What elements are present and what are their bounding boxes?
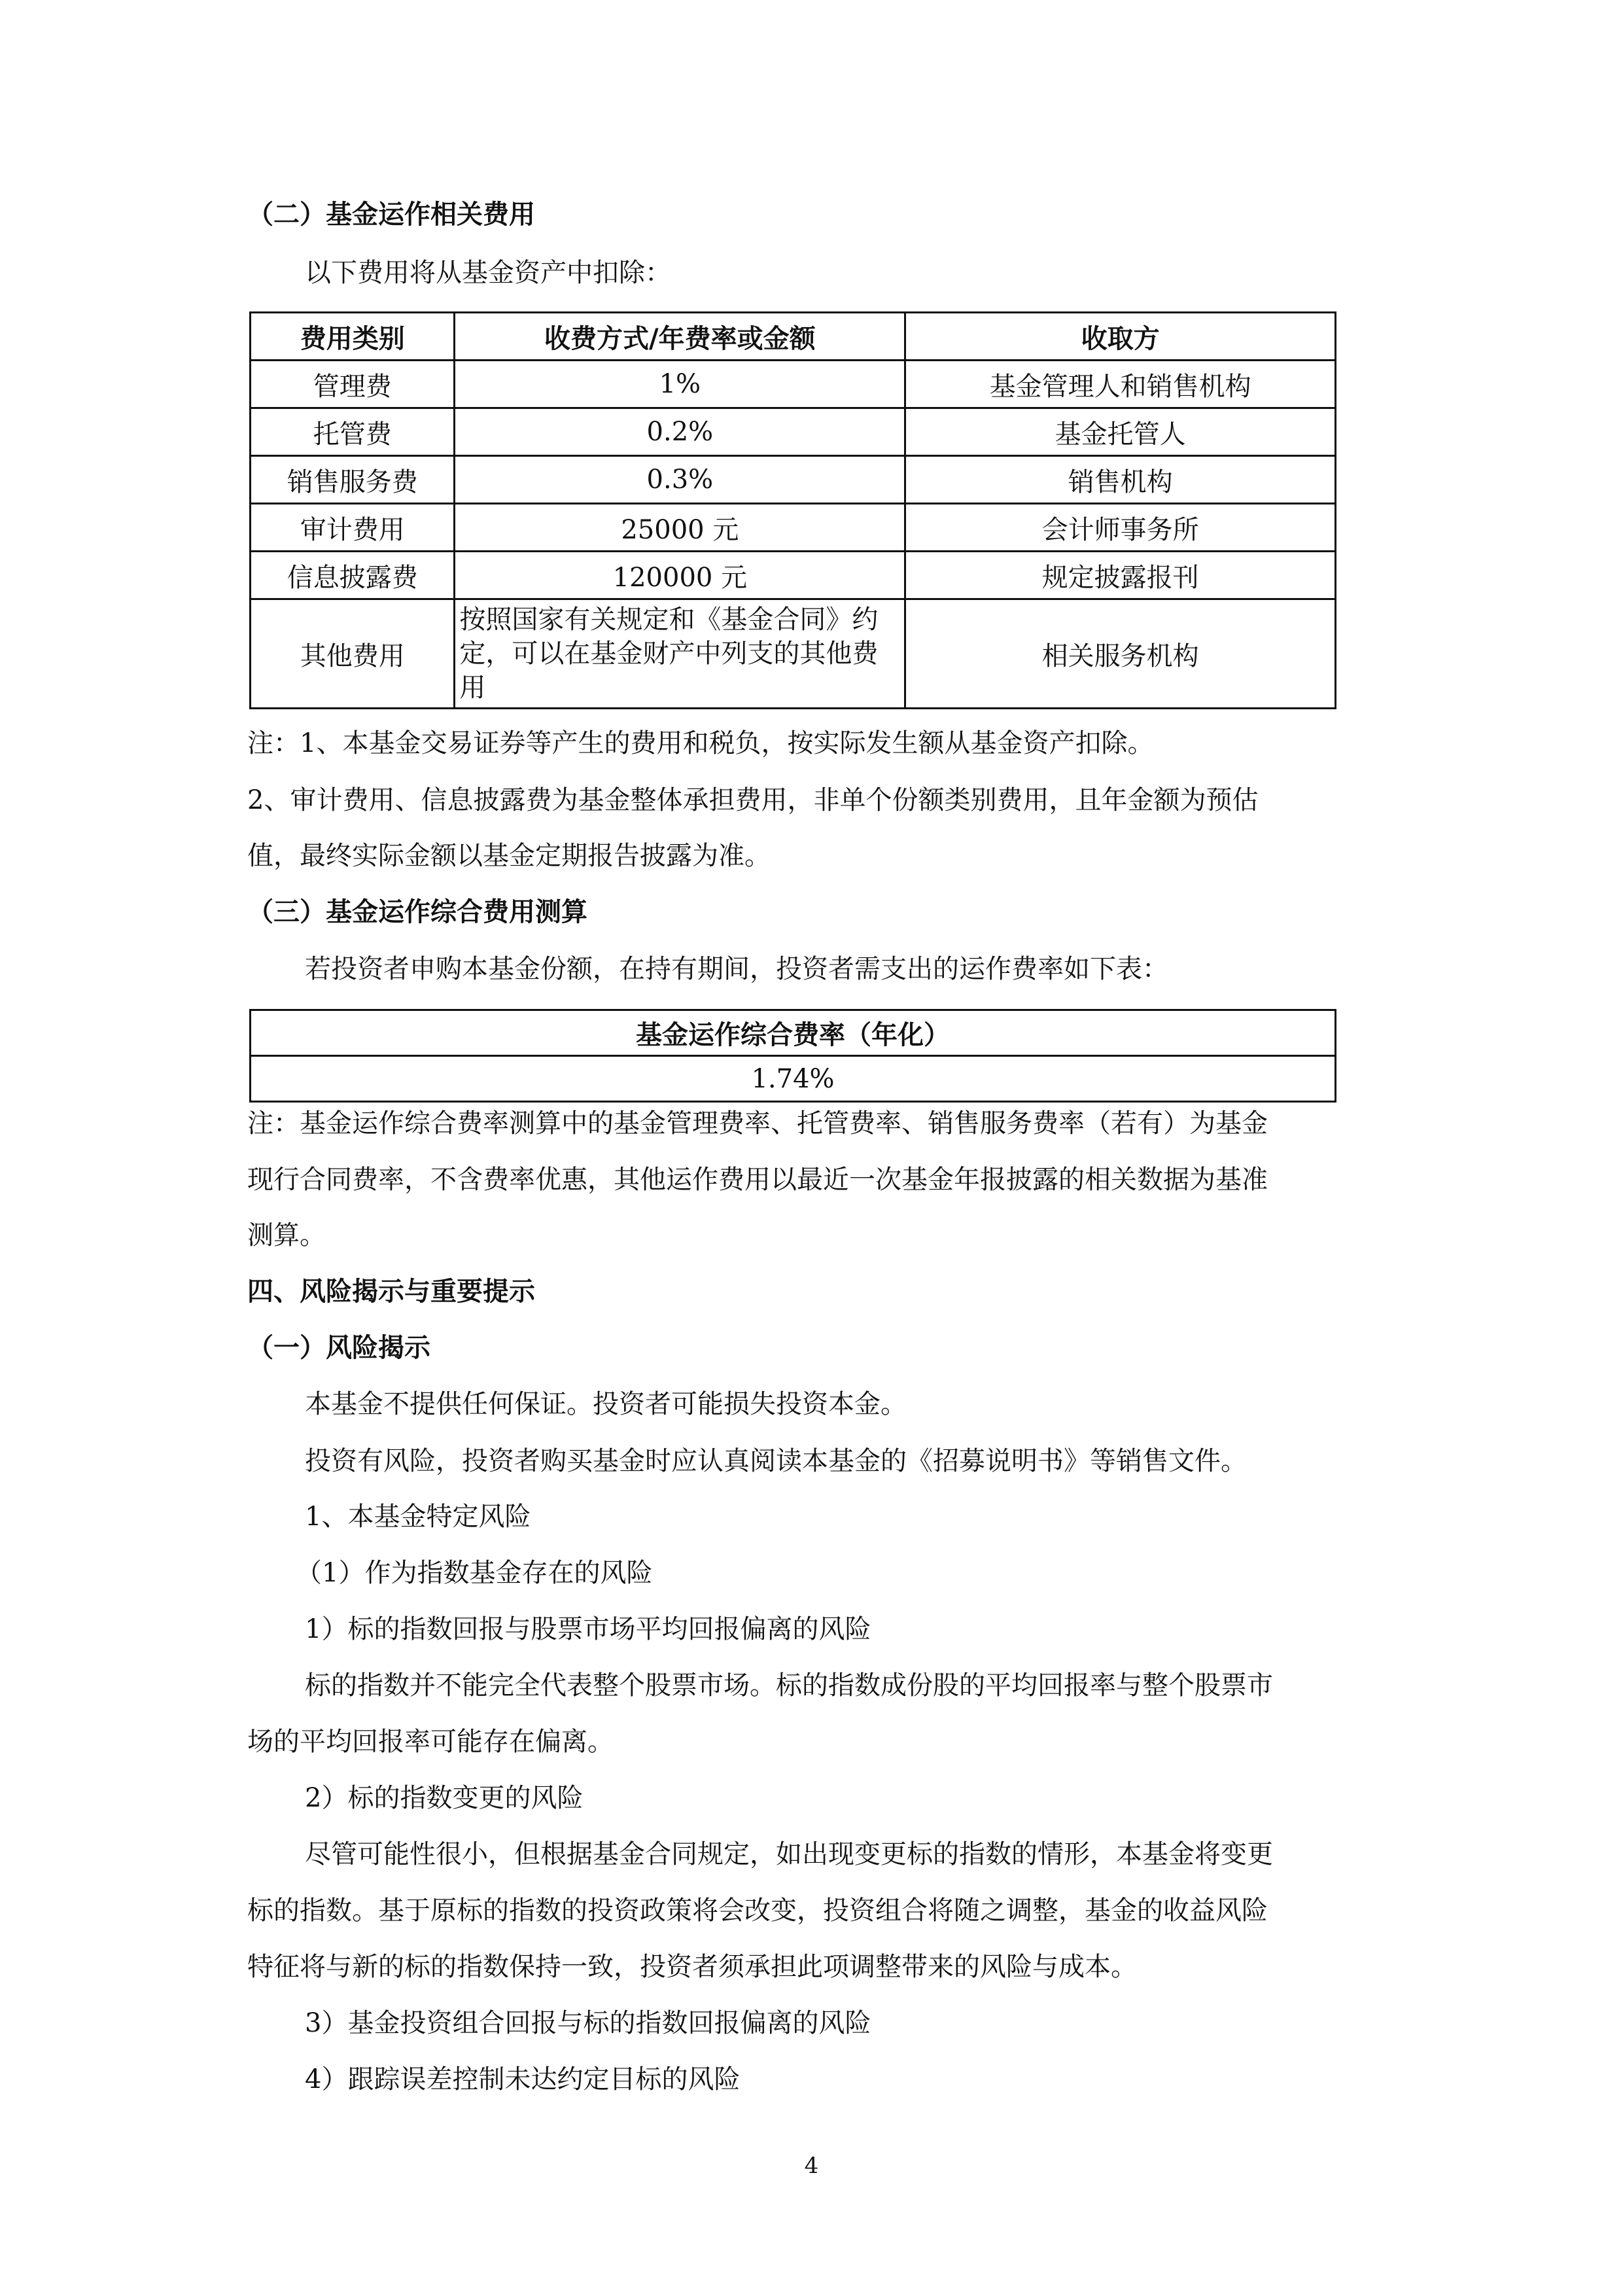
fee-payee-cell: 基金托管人 <box>905 408 1336 456</box>
fee-note-2-line-1: 2、审计费用、信息披露费为基金整体承担费用，非单个份额类别费用，且年金额为预估 <box>247 785 1259 815</box>
table-row <box>251 552 1336 599</box>
section-3-heading: （三）基金运作综合费用测算 <box>247 897 587 927</box>
section-4-heading: 四、风险揭示与重要提示 <box>247 1277 535 1307</box>
fee-note-2-line-2: 值，最终实际金额以基金定期报告披露为准。 <box>247 841 771 871</box>
risk-item-1-1-3: 3）基金投资组合回报与标的指数回报偏离的风险 <box>305 2008 871 2038</box>
fee-method-cell: 0.2% <box>455 408 905 456</box>
fee-note-1: 注：1、本基金交易证券等产生的费用和税负，按实际发生额从基金资产扣除。 <box>247 728 1154 758</box>
fee-method-cell: 按照国家有关规定和《基金合同》约定，可以在基金财产中列支的其他费用 <box>455 599 905 709</box>
risk-paragraph-4-line-2: 标的指数。基于原标的指数的投资政策将会改变，投资组合将随之调整，基金的收益风险 <box>247 1896 1268 1926</box>
rate-value-cell: 1.74% <box>251 1056 1336 1102</box>
fee-method-cell: 25000 元 <box>455 504 905 552</box>
rate-note-line-3: 测算。 <box>247 1220 326 1250</box>
page-number: 4 <box>804 2153 819 2179</box>
section-2-heading: （二）基金运作相关费用 <box>247 200 535 230</box>
table-row <box>251 599 1336 709</box>
fee-table-header-category: 费用类别 <box>251 313 455 361</box>
section-3-intro: 若投资者申购本基金份额，在持有期间，投资者需支出的运作费率如下表： <box>305 954 1168 984</box>
risk-paragraph-2: 投资有风险，投资者购买基金时应认真阅读本基金的《招募说明书》等销售文件。 <box>305 1446 1247 1476</box>
risk-paragraph-3-line-1: 标的指数并不能完全代表整个股票市场。标的指数成份股的平均回报率与整个股票市 <box>305 1670 1273 1701</box>
fee-category-cell: 管理费 <box>251 361 455 408</box>
risk-item-1-1: （1）作为指数基金存在的风险 <box>296 1558 653 1588</box>
fee-payee-cell: 会计师事务所 <box>905 504 1336 552</box>
fee-category-cell: 审计费用 <box>251 504 455 552</box>
fee-payee-cell: 相关服务机构 <box>905 599 1336 709</box>
rate-table <box>249 1009 1336 1103</box>
fee-payee-cell: 基金管理人和销售机构 <box>905 361 1336 408</box>
table-row <box>251 456 1336 504</box>
fee-payee-cell: 销售机构 <box>905 456 1336 504</box>
fee-table-header-method: 收费方式/年费率或金额 <box>455 313 905 361</box>
fee-category-cell: 托管费 <box>251 408 455 456</box>
fee-payee-cell: 规定披露报刊 <box>905 552 1336 599</box>
risk-paragraph-1: 本基金不提供任何保证。投资者可能损失投资本金。 <box>305 1389 907 1419</box>
fee-table-header-row <box>251 313 1336 361</box>
table-row <box>251 504 1336 552</box>
fee-category-cell: 销售服务费 <box>251 456 455 504</box>
section-4-sub1-heading: （一）风险揭示 <box>247 1333 430 1363</box>
fee-method-cell: 120000 元 <box>455 552 905 599</box>
rate-table-header: 基金运作综合费率（年化） <box>251 1010 1336 1056</box>
table-row <box>251 408 1336 456</box>
risk-item-1-1-2: 2）标的指数变更的风险 <box>305 1783 584 1813</box>
risk-paragraph-4-line-1: 尽管可能性很小，但根据基金合同规定，如出现变更标的指数的情形，本基金将变更 <box>305 1839 1273 1869</box>
section-2-intro: 以下费用将从基金资产中扣除： <box>305 258 671 288</box>
fee-method-cell: 0.3% <box>455 456 905 504</box>
risk-paragraph-3-line-2: 场的平均回报率可能存在偏离。 <box>247 1727 614 1757</box>
risk-item-1: 1、本基金特定风险 <box>305 1502 531 1532</box>
fee-category-cell: 其他费用 <box>251 599 455 709</box>
rate-table-header-row <box>251 1010 1336 1056</box>
fee-table <box>249 311 1336 709</box>
table-row <box>251 361 1336 408</box>
risk-item-1-1-1: 1）标的指数回报与股票市场平均回报偏离的风险 <box>305 1614 871 1644</box>
rate-note-line-2: 现行合同费率，不含费率优惠，其他运作费用以最近一次基金年报披露的相关数据为基准 <box>247 1165 1268 1195</box>
rate-note-line-1: 注：基金运作综合费率测算中的基金管理费率、托管费率、销售服务费率（若有）为基金 <box>247 1108 1268 1139</box>
fee-table-header-payee: 收取方 <box>905 313 1336 361</box>
risk-item-1-1-4: 4）跟踪误差控制未达约定目标的风险 <box>305 2064 741 2094</box>
table-row <box>251 1056 1336 1102</box>
risk-paragraph-4-line-3: 特征将与新的标的指数保持一致，投资者须承担此项调整带来的风险与成本。 <box>247 1952 1137 1982</box>
fee-category-cell: 信息披露费 <box>251 552 455 599</box>
fee-method-cell: 1% <box>455 361 905 408</box>
